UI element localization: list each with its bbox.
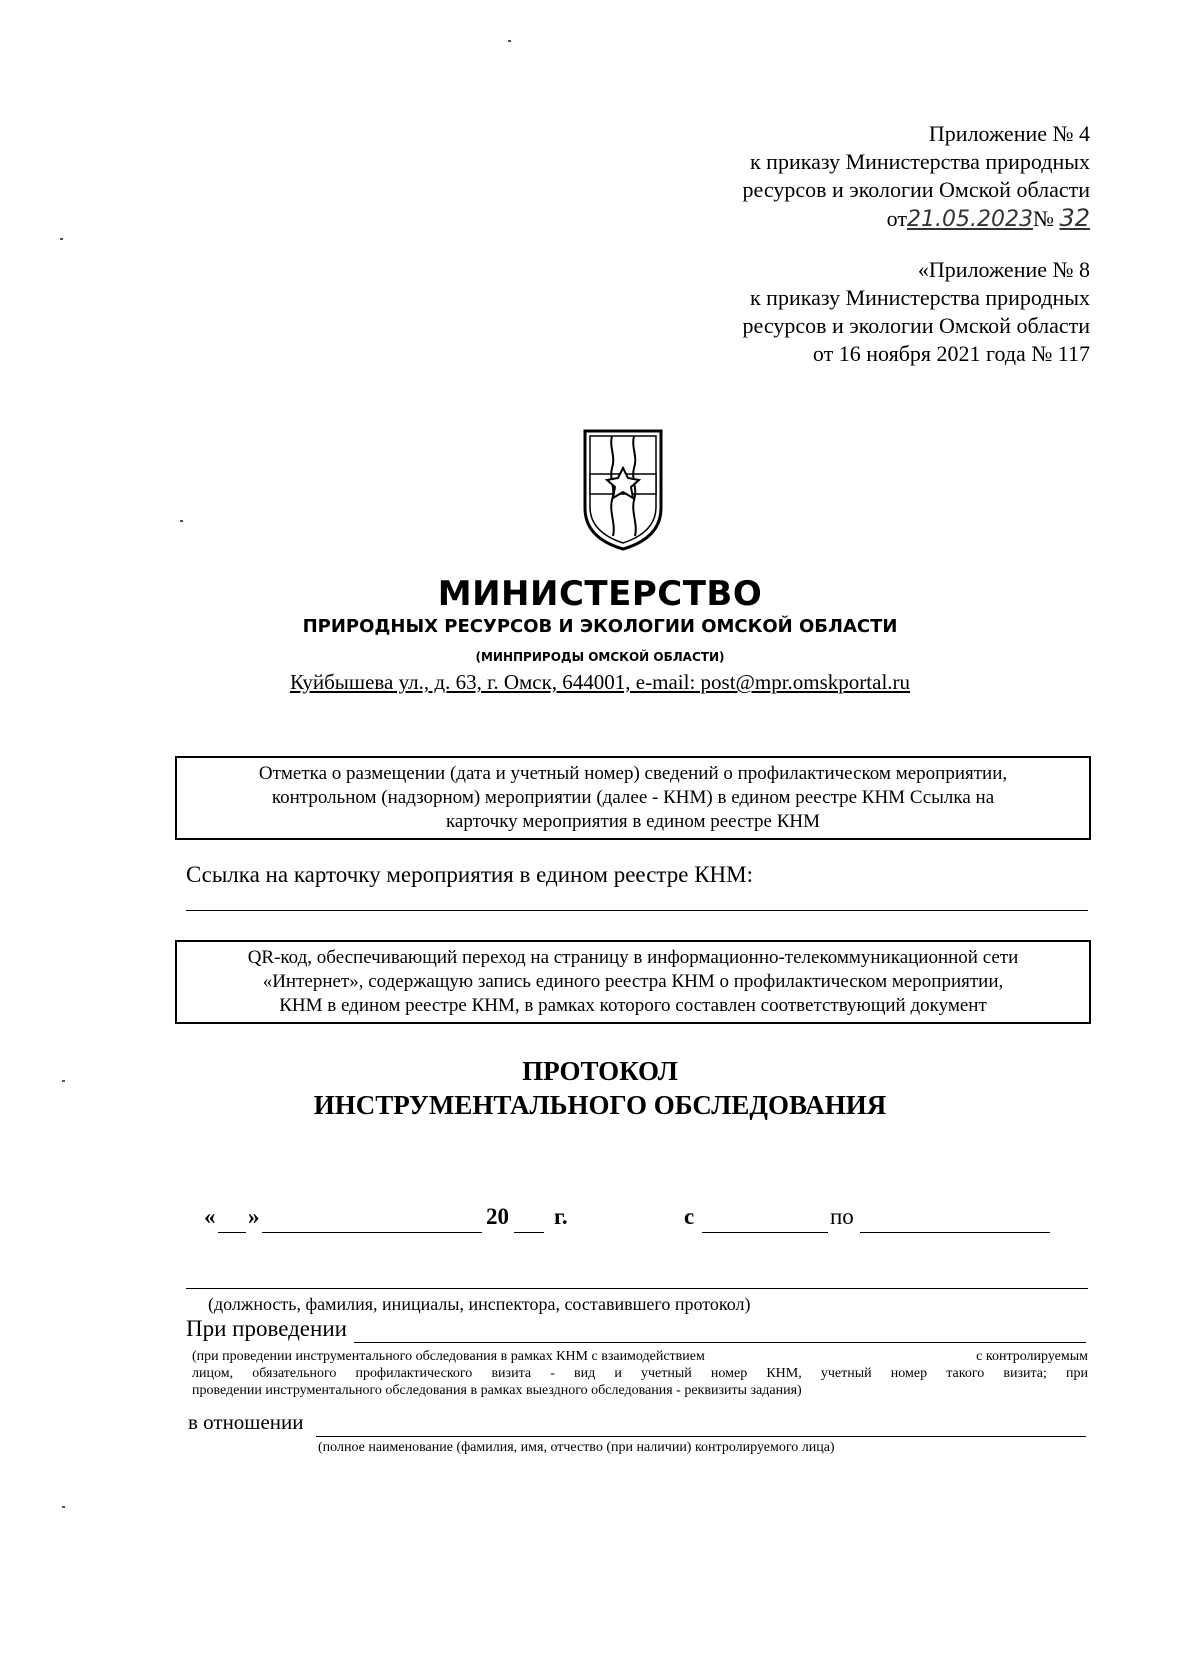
appendix-prev-line: к приказу Министерства природных bbox=[749, 285, 1090, 310]
conducting-note-part: с контролируемым bbox=[976, 1349, 1088, 1364]
appendix-prev-line: от 16 ноября 2021 года № 117 bbox=[812, 341, 1090, 366]
year-field[interactable] bbox=[514, 1206, 544, 1233]
box-line: КНМ в едином реестре КНМ, в рамках которого составлен соответствующий документ bbox=[279, 995, 987, 1016]
year-prefix: 20 bbox=[486, 1204, 509, 1229]
box-line: контрольном (надзорном) мероприятии (далее - КНМ) в едином реестре КНМ Ссылка на bbox=[271, 787, 995, 808]
registry-mark-box bbox=[175, 756, 1091, 840]
conducting-field[interactable] bbox=[354, 1316, 1086, 1343]
handwritten-number: 32 bbox=[1059, 204, 1090, 232]
number-prefix: № bbox=[1032, 206, 1054, 231]
year-suffix: г. bbox=[554, 1204, 568, 1229]
from-prefix: от bbox=[886, 206, 907, 231]
conducting-note-part: (при проведении инструментального обследования в рамках КНМ с взаимодействием bbox=[192, 1349, 705, 1364]
box-line: QR-код, обеспечивающий переход на страницу в информационно-телекоммуникационной сети bbox=[247, 947, 1019, 968]
ministry-title: МИНИСТЕРСТВО bbox=[437, 574, 763, 614]
handwritten-date: 21.05.2023 bbox=[906, 207, 1033, 232]
appendix-date-number bbox=[490, 204, 1090, 234]
inspector-caption: (должность, фамилия, инициалы, инспектора, составившего протокол) bbox=[208, 1294, 751, 1314]
protocol-subtitle: ИНСТРУМЕНТАЛЬНОГО ОБСЛЕДОВАНИЯ bbox=[313, 1090, 887, 1120]
ministry-subtitle: ПРИРОДНЫХ РЕСУРСОВ И ЭКОЛОГИИ ОМСКОЙ ОБЛАСТИ bbox=[302, 616, 898, 637]
regarding-caption: (полное наименование (фамилия, имя, отчество (при наличии) контролируемого лица) bbox=[318, 1440, 835, 1455]
qr-code-box bbox=[175, 940, 1091, 1024]
ministry-abbr: (МИНПРИРОДЫ ОМСКОЙ ОБЛАСТИ) bbox=[475, 650, 725, 664]
box-line: Отметка о размещении (дата и учетный номер) сведений о профилактическом мероприятии, bbox=[258, 763, 1008, 784]
ministry-address: Куйбышева ул., д. 63, г. Омск, 644001, e-mail: post@mpr.omskportal.ru bbox=[289, 670, 911, 694]
regarding-field[interactable] bbox=[316, 1410, 1086, 1437]
time-from-field[interactable] bbox=[702, 1206, 828, 1233]
appendix-prev-header bbox=[490, 256, 1090, 368]
appendix-prev-line: ресурсов и экологии Омской области bbox=[742, 313, 1090, 338]
time-from-label: с bbox=[684, 1204, 695, 1229]
conducting-note-line: лицом, обязательного профилактического визита - вид и учетный номер КНМ, учетный номер такого визита; при bbox=[192, 1366, 1088, 1381]
appendix-line: Приложение № 4 bbox=[928, 121, 1090, 146]
scan-speck bbox=[180, 520, 183, 522]
appendix-line: к приказу Министерства природных bbox=[749, 149, 1090, 174]
appendix-prev-line: «Приложение № 8 bbox=[917, 257, 1090, 282]
regarding-label: в отношении bbox=[188, 1410, 304, 1434]
month-field[interactable] bbox=[262, 1206, 482, 1233]
conducting-note-row bbox=[192, 1348, 1088, 1365]
close-quote: » bbox=[248, 1204, 260, 1229]
box-line: карточку мероприятия в едином реестре КНМ bbox=[445, 811, 821, 832]
registry-link-label: Ссылка на карточку мероприятия в едином реестре КНМ: bbox=[186, 862, 753, 887]
scan-speck bbox=[60, 238, 63, 240]
date-row bbox=[204, 1204, 1104, 1238]
time-to-label: по bbox=[830, 1204, 854, 1229]
open-quote: « bbox=[204, 1204, 216, 1229]
conducting-note-line: проведении инструментального обследования в рамках выездного обследования - реквизиты задания) bbox=[192, 1383, 802, 1398]
coat-of-arms-icon bbox=[582, 428, 664, 552]
appendix-header bbox=[490, 120, 1090, 234]
conducting-label: При проведении bbox=[186, 1316, 347, 1341]
day-field[interactable] bbox=[218, 1206, 246, 1233]
appendix-line: ресурсов и экологии Омской области bbox=[742, 177, 1090, 202]
protocol-title: ПРОТОКОЛ bbox=[522, 1056, 678, 1086]
conducting-note bbox=[192, 1348, 1088, 1399]
box-line: «Интернет», содержащую запись единого реестра КНМ о профилактическом мероприятии, bbox=[262, 971, 1004, 992]
inspector-field[interactable] bbox=[186, 1288, 1088, 1289]
time-to-field[interactable] bbox=[860, 1206, 1050, 1233]
registry-link-line[interactable] bbox=[186, 910, 1088, 911]
scan-speck bbox=[508, 40, 511, 42]
scan-speck bbox=[62, 1506, 65, 1508]
